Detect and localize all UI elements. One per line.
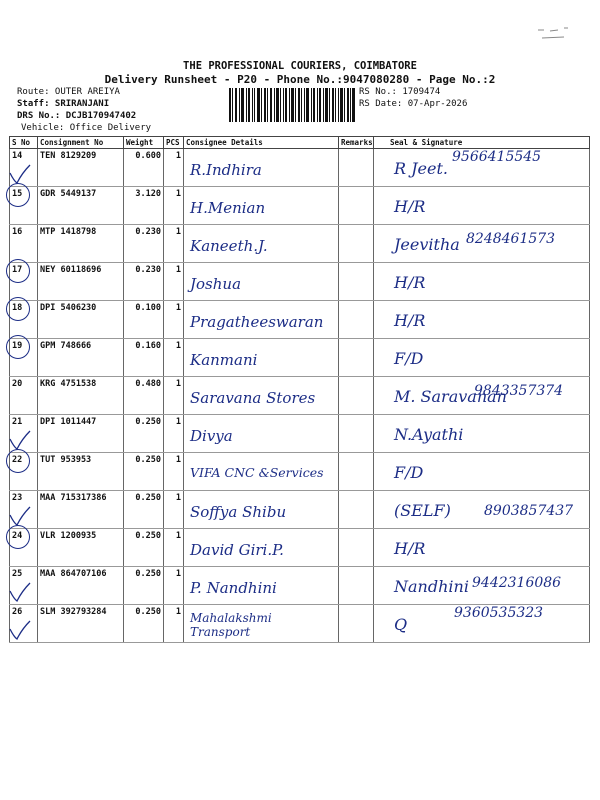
weight-text: 0.480: [135, 379, 161, 389]
remarks-cell: [339, 567, 374, 605]
sno-text: 26: [12, 607, 23, 617]
pcs-text: 1: [175, 455, 181, 465]
sno-cell: [10, 187, 38, 225]
sno-cell: [10, 149, 38, 187]
pcs-cell: [164, 567, 184, 605]
consignment-text: SLM 392793284: [40, 607, 107, 617]
pcs-text: 1: [175, 607, 181, 617]
col-sno-header: S No: [10, 137, 38, 149]
pcs-text: 1: [175, 493, 181, 503]
sno-text: 16: [12, 227, 23, 237]
pcs-text: 1: [175, 341, 181, 351]
col-weight-header: Weight: [124, 137, 164, 149]
weight-text: 0.250: [135, 455, 161, 465]
consignment-cell: [38, 453, 124, 491]
remarks-cell: [339, 339, 374, 377]
pcs-cell: [164, 377, 184, 415]
pcs-text: 1: [175, 417, 181, 427]
seal-cell: [374, 301, 590, 339]
runsheet-subtitle: Delivery Runsheet - P20 - Phone No.:9047080280 - Page No.:2: [104, 73, 496, 86]
table-row: [10, 491, 590, 529]
consignment-cell: [38, 567, 124, 605]
weight-text: 0.100: [135, 303, 161, 313]
consignee-name-handwritten: Pragatheeswaran: [190, 313, 324, 331]
runsheet-table: [9, 136, 590, 643]
circle-mark-icon: [6, 449, 30, 473]
drs-number: DRS No.: DCJB170947402: [17, 111, 137, 121]
circle-mark-icon: [6, 183, 30, 207]
corner-scribble: [530, 22, 580, 46]
sno-cell: [10, 529, 38, 567]
remarks-cell: [339, 453, 374, 491]
col-consignee-header: Consignee Details: [184, 137, 339, 149]
sno-text: 17: [12, 265, 23, 275]
pcs-text: 1: [175, 531, 181, 541]
consignee-name-handwritten: Soffya Shibu: [190, 503, 287, 521]
signature-handwritten: H/R: [394, 273, 426, 292]
consignment-cell: [38, 187, 124, 225]
consignee-cell: [184, 529, 339, 567]
remarks-cell: [339, 187, 374, 225]
consignee-name-handwritten: Divya: [190, 427, 233, 445]
sno-cell: [10, 491, 38, 529]
receiver-phone-handwritten: 8903857437: [484, 503, 574, 519]
tick-mark-icon: [8, 581, 32, 603]
table-row: [10, 415, 590, 453]
sno-text: 22: [12, 455, 23, 465]
circle-mark-icon: [6, 335, 30, 359]
consignee-cell: [184, 263, 339, 301]
weight-cell: [124, 301, 164, 339]
seal-cell: [374, 453, 590, 491]
signature-handwritten: H/R: [394, 311, 426, 330]
pcs-cell: [164, 263, 184, 301]
consignee-cell: [184, 149, 339, 187]
pcs-cell: [164, 605, 184, 643]
sno-text: 23: [12, 493, 23, 503]
consignee-cell: [184, 339, 339, 377]
receiver-phone-handwritten: 9442316086: [472, 575, 562, 591]
consignment-text: GDR 5449137: [40, 189, 97, 199]
weight-cell: [124, 149, 164, 187]
consignment-text: KRG 4751538: [40, 379, 97, 389]
weight-cell: [124, 377, 164, 415]
weight-cell: [124, 263, 164, 301]
table-row: [10, 263, 590, 301]
seal-cell: [374, 491, 590, 529]
weight-cell: [124, 453, 164, 491]
consignee-name-handwritten: Saravana Stores: [190, 389, 316, 407]
tick-mark-icon: [8, 505, 32, 527]
pcs-cell: [164, 301, 184, 339]
receiver-phone-handwritten: 9566415545: [452, 149, 542, 165]
seal-cell: [374, 529, 590, 567]
consignment-text: GPM 748666: [40, 341, 92, 351]
sno-cell: [10, 415, 38, 453]
weight-cell: [124, 339, 164, 377]
weight-cell: [124, 415, 164, 453]
consignee-cell: [184, 605, 339, 643]
pcs-cell: [164, 491, 184, 529]
table-row: [10, 149, 590, 187]
consignment-text: MAA 715317386: [40, 493, 107, 503]
consignment-text: NEY 60118696: [40, 265, 102, 275]
weight-text: 0.250: [135, 607, 161, 617]
table-body: [10, 149, 590, 643]
pcs-text: 1: [175, 151, 181, 161]
remarks-cell: [339, 377, 374, 415]
consignee-cell: [184, 187, 339, 225]
remarks-cell: [339, 225, 374, 263]
seal-cell: [374, 567, 590, 605]
weight-text: 0.160: [135, 341, 161, 351]
sno-text: 18: [12, 303, 23, 313]
table-row: [10, 605, 590, 643]
signature-handwritten: N.Ayathi: [394, 425, 464, 444]
col-consignment-header: Consignment No: [38, 137, 124, 149]
pcs-text: 1: [175, 379, 181, 389]
weight-text: 0.230: [135, 265, 161, 275]
tick-mark-icon: [8, 163, 32, 185]
consignee-name-handwritten: Mahalakshmi Transport: [190, 611, 272, 639]
sno-text: 19: [12, 341, 23, 351]
signature-handwritten: H/R: [394, 197, 426, 216]
circle-mark-icon: [6, 525, 30, 549]
circle-mark-icon: [6, 259, 30, 283]
seal-cell: [374, 187, 590, 225]
receiver-phone-handwritten: 8248461573: [466, 231, 556, 247]
consignment-cell: [38, 605, 124, 643]
pcs-cell: [164, 187, 184, 225]
pcs-cell: [164, 339, 184, 377]
weight-text: 0.250: [135, 417, 161, 427]
consignment-cell: [38, 149, 124, 187]
staff-text: Staff: SRIRANJANI: [17, 99, 110, 109]
table-row: [10, 225, 590, 263]
pcs-cell: [164, 415, 184, 453]
signature-handwritten: F/D: [394, 463, 424, 482]
seal-cell: [374, 377, 590, 415]
rs-number: RS No.: 1709474: [359, 87, 441, 97]
remarks-cell: [339, 529, 374, 567]
signature-handwritten: Nandhini: [394, 577, 469, 596]
consignee-cell: [184, 377, 339, 415]
circle-mark-icon: [6, 297, 30, 321]
sno-cell: [10, 453, 38, 491]
consignee-name-handwritten: Joshua: [190, 275, 242, 293]
consignment-cell: [38, 339, 124, 377]
consignee-name-handwritten: R.Indhira: [190, 161, 262, 179]
receiver-phone-handwritten: 9360535323: [454, 605, 544, 621]
seal-cell: [374, 225, 590, 263]
table-row: [10, 453, 590, 491]
signature-handwritten: R Jeet.: [394, 159, 448, 178]
consignee-cell: [184, 567, 339, 605]
consignee-name-handwritten: David Giri.P.: [190, 541, 284, 559]
sno-text: 14: [12, 151, 23, 161]
vehicle-text: Vehicle: Office Delivery: [21, 123, 152, 133]
pcs-text: 1: [175, 189, 181, 199]
seal-cell: [374, 263, 590, 301]
pcs-text: 1: [175, 303, 181, 313]
consignee-name-handwritten: H.Menian: [190, 199, 266, 217]
pcs-text: 1: [175, 265, 181, 275]
pcs-cell: [164, 529, 184, 567]
consignment-text: DPI 5406230: [40, 303, 97, 313]
remarks-cell: [339, 149, 374, 187]
company-title: THE PROFESSIONAL COURIERS, COIMBATORE: [183, 60, 417, 72]
col-seal-header: Seal & Signature: [374, 137, 590, 149]
weight-text: 0.250: [135, 493, 161, 503]
seal-cell: [374, 605, 590, 643]
weight-cell: [124, 187, 164, 225]
route-text: Route: OUTER AREIYA: [17, 87, 120, 97]
seal-cell: [374, 149, 590, 187]
col-pcs-header: PCS: [164, 137, 184, 149]
consignee-name-handwritten: Kaneeth.J.: [190, 237, 268, 255]
pcs-cell: [164, 225, 184, 263]
sno-text: 15: [12, 189, 23, 199]
consignee-name-handwritten: P. Nandhini: [190, 579, 277, 597]
sno-cell: [10, 377, 38, 415]
table-row: [10, 301, 590, 339]
weight-cell: [124, 225, 164, 263]
table-row: [10, 187, 590, 225]
consignment-cell: [38, 263, 124, 301]
pcs-text: 1: [175, 227, 181, 237]
pcs-cell: [164, 149, 184, 187]
weight-text: 0.250: [135, 531, 161, 541]
weight-text: 0.250: [135, 569, 161, 579]
sno-text: 21: [12, 417, 23, 427]
sno-cell: [10, 567, 38, 605]
consignment-text: MAA 864707106: [40, 569, 107, 579]
consignment-text: MTP 1418798: [40, 227, 97, 237]
table-row: [10, 529, 590, 567]
table-header-row: [10, 137, 590, 149]
barcode-image: [229, 88, 355, 122]
tick-mark-icon: [8, 429, 32, 451]
weight-text: 0.600: [135, 151, 161, 161]
sno-cell: [10, 225, 38, 263]
tick-mark-icon: [8, 619, 32, 641]
sno-cell: [10, 605, 38, 643]
sno-cell: [10, 263, 38, 301]
sno-cell: [10, 339, 38, 377]
rs-date: RS Date: 07-Apr-2026: [359, 99, 468, 109]
weight-cell: [124, 491, 164, 529]
weight-cell: [124, 605, 164, 643]
sno-cell: [10, 301, 38, 339]
consignee-name-handwritten: VIFA CNC &Services: [190, 465, 324, 480]
signature-handwritten: (SELF): [394, 501, 451, 520]
table-row: [10, 567, 590, 605]
consignment-cell: [38, 529, 124, 567]
signature-handwritten: H/R: [394, 539, 426, 558]
consignment-cell: [38, 377, 124, 415]
seal-cell: [374, 415, 590, 453]
consignment-text: DPI 1011447: [40, 417, 97, 427]
pcs-text: 1: [175, 569, 181, 579]
weight-text: 3.120: [135, 189, 161, 199]
consignment-text: TEN 8129209: [40, 151, 97, 161]
consignee-cell: [184, 491, 339, 529]
remarks-cell: [339, 605, 374, 643]
remarks-cell: [339, 301, 374, 339]
consignment-cell: [38, 225, 124, 263]
consignment-text: VLR 1200935: [40, 531, 97, 541]
remarks-cell: [339, 263, 374, 301]
signature-handwritten: M. Saravanan: [394, 387, 507, 406]
consignment-cell: [38, 301, 124, 339]
signature-handwritten: Q: [394, 615, 408, 634]
sno-text: 20: [12, 379, 23, 389]
consignee-cell: [184, 225, 339, 263]
remarks-cell: [339, 415, 374, 453]
table-row: [10, 339, 590, 377]
receiver-phone-handwritten: 9843357374: [474, 383, 564, 399]
weight-text: 0.230: [135, 227, 161, 237]
signature-handwritten: Jeevitha: [394, 235, 460, 254]
remarks-cell: [339, 491, 374, 529]
pcs-cell: [164, 453, 184, 491]
consignment-cell: [38, 415, 124, 453]
consignee-name-handwritten: Kanmani: [190, 351, 258, 369]
consignee-cell: [184, 453, 339, 491]
consignee-cell: [184, 415, 339, 453]
seal-cell: [374, 339, 590, 377]
consignment-text: TUT 953953: [40, 455, 92, 465]
weight-cell: [124, 567, 164, 605]
weight-cell: [124, 529, 164, 567]
sno-text: 24: [12, 531, 23, 541]
col-remarks-header: Remarks: [339, 137, 374, 149]
table-row: [10, 377, 590, 415]
sno-text: 25: [12, 569, 23, 579]
consignee-cell: [184, 301, 339, 339]
signature-handwritten: F/D: [394, 349, 424, 368]
consignment-cell: [38, 491, 124, 529]
